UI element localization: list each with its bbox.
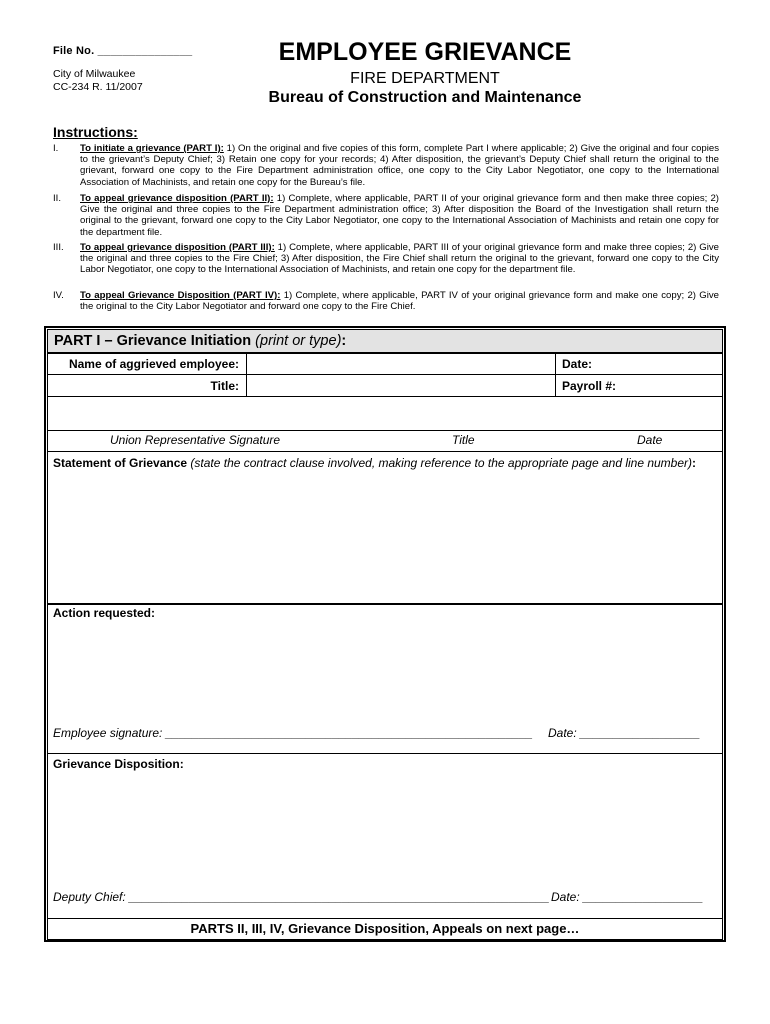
page-title: EMPLOYEE GRIEVANCE <box>278 38 572 66</box>
instruction-item <box>53 242 719 276</box>
statement-label-group <box>53 456 703 470</box>
instructions-heading: Instructions: <box>53 124 138 140</box>
instruction-number: III. <box>53 242 64 253</box>
statement-label: Statement of Grievance <box>53 456 188 470</box>
union-signature-input[interactable] <box>47 396 723 431</box>
name-label: Name of aggrieved employee: <box>68 357 239 371</box>
instruction-item <box>53 193 719 238</box>
employee-signature-line[interactable]: Employee signature: _______________________________________________________ <box>53 726 533 740</box>
part1-title-colon: : <box>341 333 347 349</box>
form-code: CC-234 R. 11/2007 <box>53 81 143 93</box>
action-requested-label: Action requested: <box>53 606 156 620</box>
grievance-disposition-label: Grievance Disposition: <box>53 757 184 771</box>
deputy-chief-date-line[interactable]: Date: __________________ <box>551 890 704 904</box>
department-name: FIRE DEPARTMENT <box>350 70 500 87</box>
statement-of-grievance-input[interactable] <box>47 451 723 605</box>
union-date-caption: Date <box>637 433 663 447</box>
employee-date-line[interactable]: Date: __________________ <box>548 726 701 740</box>
instruction-lead: To initiate a grievance (PART I): <box>80 143 224 154</box>
instruction-item <box>53 143 719 188</box>
instruction-lead: To appeal grievance disposition (PART II): <box>80 193 274 204</box>
city-name: City of Milwaukee <box>53 68 136 80</box>
part1-header <box>47 329 723 353</box>
instruction-text: 1) On the original and five copies of this form, complete Part I where applicable; 2) Give the original and four copies to the grievant’s Deputy Chief; 3) Retain one copy for your records; 4) After disposition, the grievant’s Deputy Chief shall return the original to the grievant, forward one copy to the Fire Department administration office, one copy to the City Labor Negotiator, one copy to the International Association of Machinists, and retain one copy for the Bureau’s file. <box>80 143 720 188</box>
payroll-label: Payroll #: <box>562 379 617 393</box>
part1-title-note: (print or type) <box>255 333 342 349</box>
title-input[interactable] <box>246 374 556 397</box>
name-input[interactable] <box>246 353 556 375</box>
union-title-caption: Title <box>452 433 475 447</box>
file-number-field[interactable]: File No. _______________ <box>53 45 193 57</box>
instruction-number: IV. <box>53 290 64 301</box>
form-issuer <box>53 68 143 94</box>
bureau-name: Bureau of Construction and Maintenance <box>268 89 582 106</box>
part1-title: PART I – Grievance Initiation <box>54 333 252 349</box>
instruction-number: II. <box>53 193 61 204</box>
union-signature-caption: Union Representative Signature <box>110 433 281 447</box>
instruction-text: 1) Complete, where applicable, PART III of your original grievance form and make three copies; 2) Give the original and three copies to the Fire Chief; 3) After disposition, the Fire Chief shall return the original to the grievant, forward one copy to the City Labor Negotiator, one copy to the International Association of Machinists, and retain one copy for the department file. <box>80 242 719 276</box>
instruction-lead: To appeal Grievance Disposition (PART IV): <box>80 290 281 301</box>
instruction-number: I. <box>53 143 59 154</box>
instruction-text: 1) Complete, where applicable, PART IV of your original grievance form and make one copy; 2) Give the original to the City Labor Negotiator and forward one copy to the Fire Chief. <box>80 290 719 313</box>
title-label: Title: <box>210 379 239 393</box>
instruction-text: 1) Complete, where applicable, PART II of your original grievance form and then make three copies; 2) Give the original and three copies to the Fire Department administration office; 3) After disposition the Board of the Investigation shall return the original to the grievant, forward one copy to the City Labor Negotiator, one copy to the International Association of Machinists and retain one copy for the department file. <box>80 193 719 238</box>
next-page-note: PARTS II, III, IV, Grievance Disposition, Appeals on next page… <box>190 921 580 936</box>
instruction-item <box>53 290 719 312</box>
deputy-chief-signature-line[interactable]: Deputy Chief: _______________________________________________________________ <box>53 890 550 904</box>
date-label: Date: <box>562 357 593 371</box>
instruction-lead: To appeal grievance disposition (PART III): <box>80 242 275 253</box>
statement-note: (state the contract clause involved, making reference to the appropriate page and line number) <box>190 456 693 470</box>
statement-colon: : <box>692 456 697 470</box>
